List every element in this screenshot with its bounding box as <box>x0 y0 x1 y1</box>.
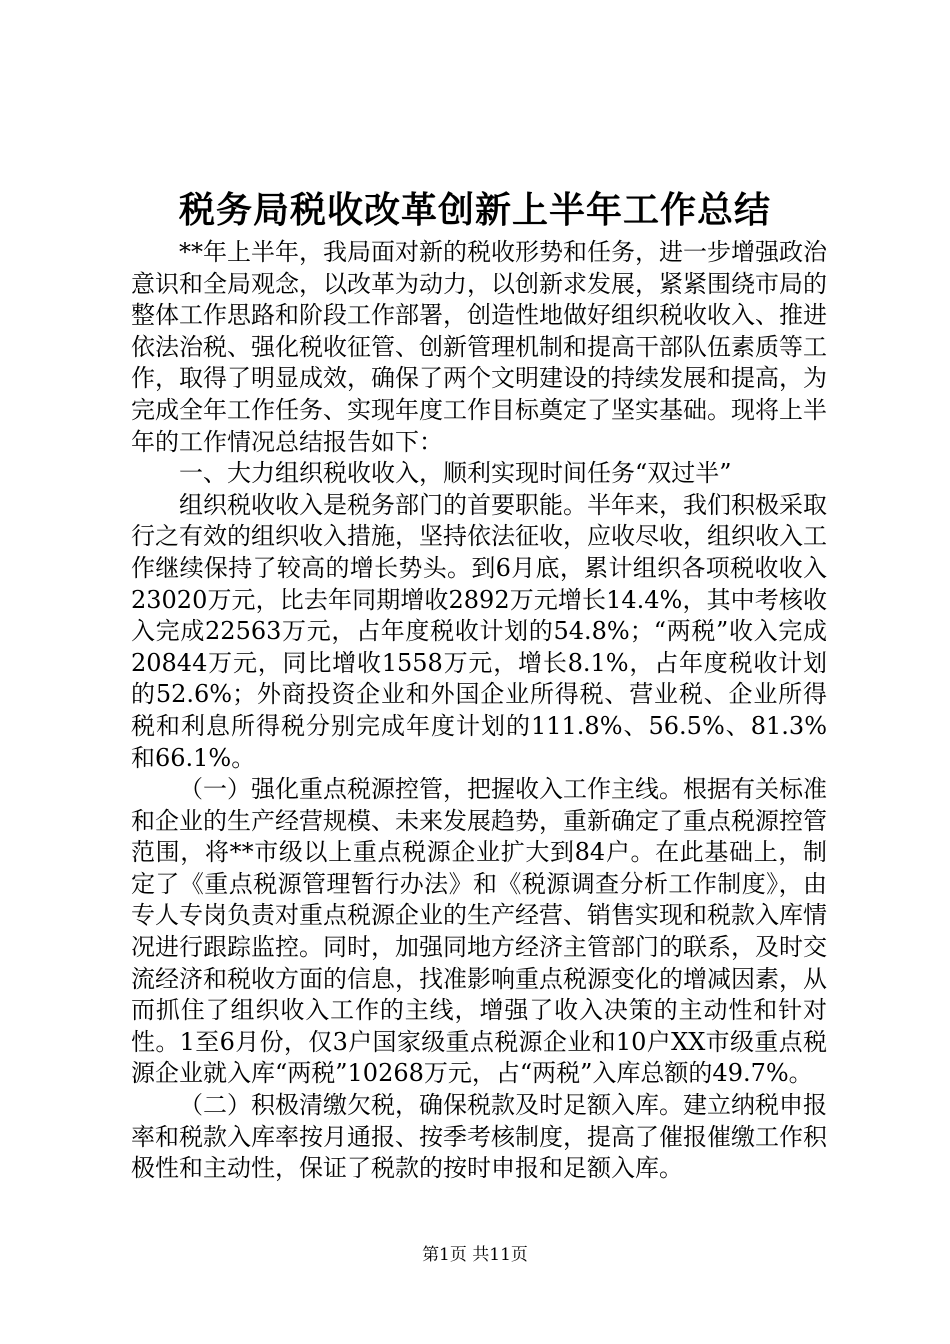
page-footer: 第1页 共11页 <box>422 1245 528 1265</box>
section-heading-1: 一、大力组织税收收入，顺利实现时间任务“双过半” <box>179 459 732 488</box>
paragraph-key-tax-sources: （一）强化重点税源控管，把握收入工作主线。根据有关标准和企业的生产经营规模、未来发展趋势，重新确定了重点税源控管范围，将**市级以上重点税源企业扩大到84户。在此基础上，制定了《重点税源管理暂行办法》和《税源调查分析工作制度》，由专人专岗负责对重点税源企业的生产经营、销售实现和税款入库情况进行跟踪监控。同时，加强同地方经济主管部门的联系，及时交流经济和税收方面的信息，找准影响重点税源变化的增减因素，从而抓住了组织收入工作的主线，增强了收入决策的主动性和针对性。1至6月份，仅3户国家级重点税源企业和10户XX市级重点税源企业就入库“两税”10268万元，占“两税”入库总额的49.7%。 <box>131 775 827 1088</box>
document-title: 税务局税收改革创新上半年工作总结 <box>178 189 771 231</box>
document-body <box>131 237 827 1185</box>
paragraph-revenue: 组织税收收入是税务部门的首要职能。半年来，我们积极采取行之有效的组织收入措施，坚持依法征收，应收尽收，组织收入工作继续保持了较高的增长势头。到6月底，累计组织各项税收收入23020万元，比去年同期增收2892万元增长14.4%，其中考核收入完成22563万元，占年度税收计划的54.8%；“两税”收入完成20844万元，同比增收1558万元，增长8.1%，占年度税收计划的52.6%；外商投资企业和外国企业所得税、营业税、企业所得税和利息所得税分别完成年度计划的111.8%、56.5%、81.3%和66.1%。 <box>131 490 827 772</box>
paragraph-arrears: （二）积极清缴欠税，确保税款及时足额入库。建立纳税申报率和税款入库率按月通报、按季考核制度，提高了催报催缴工作积极性和主动性，保证了税款的按时申报和足额入库。 <box>131 1091 827 1183</box>
paragraph-intro: **年上半年，我局面对新的税收形势和任务，进一步增强政治意识和全局观念，以改革为动力，以创新求发展，紧紧围绕市局的整体工作思路和阶段工作部署，创造性地做好组织税收收入、推进依法治税、强化税收征管、创新管理机制和提高干部队伍素质等工作，取得了明显成效，确保了两个文明建设的持续发展和提高，为完成全年工作任务、实现年度工作目标奠定了坚实基础。现将上半年的工作情况总结报告如下： <box>131 238 827 456</box>
